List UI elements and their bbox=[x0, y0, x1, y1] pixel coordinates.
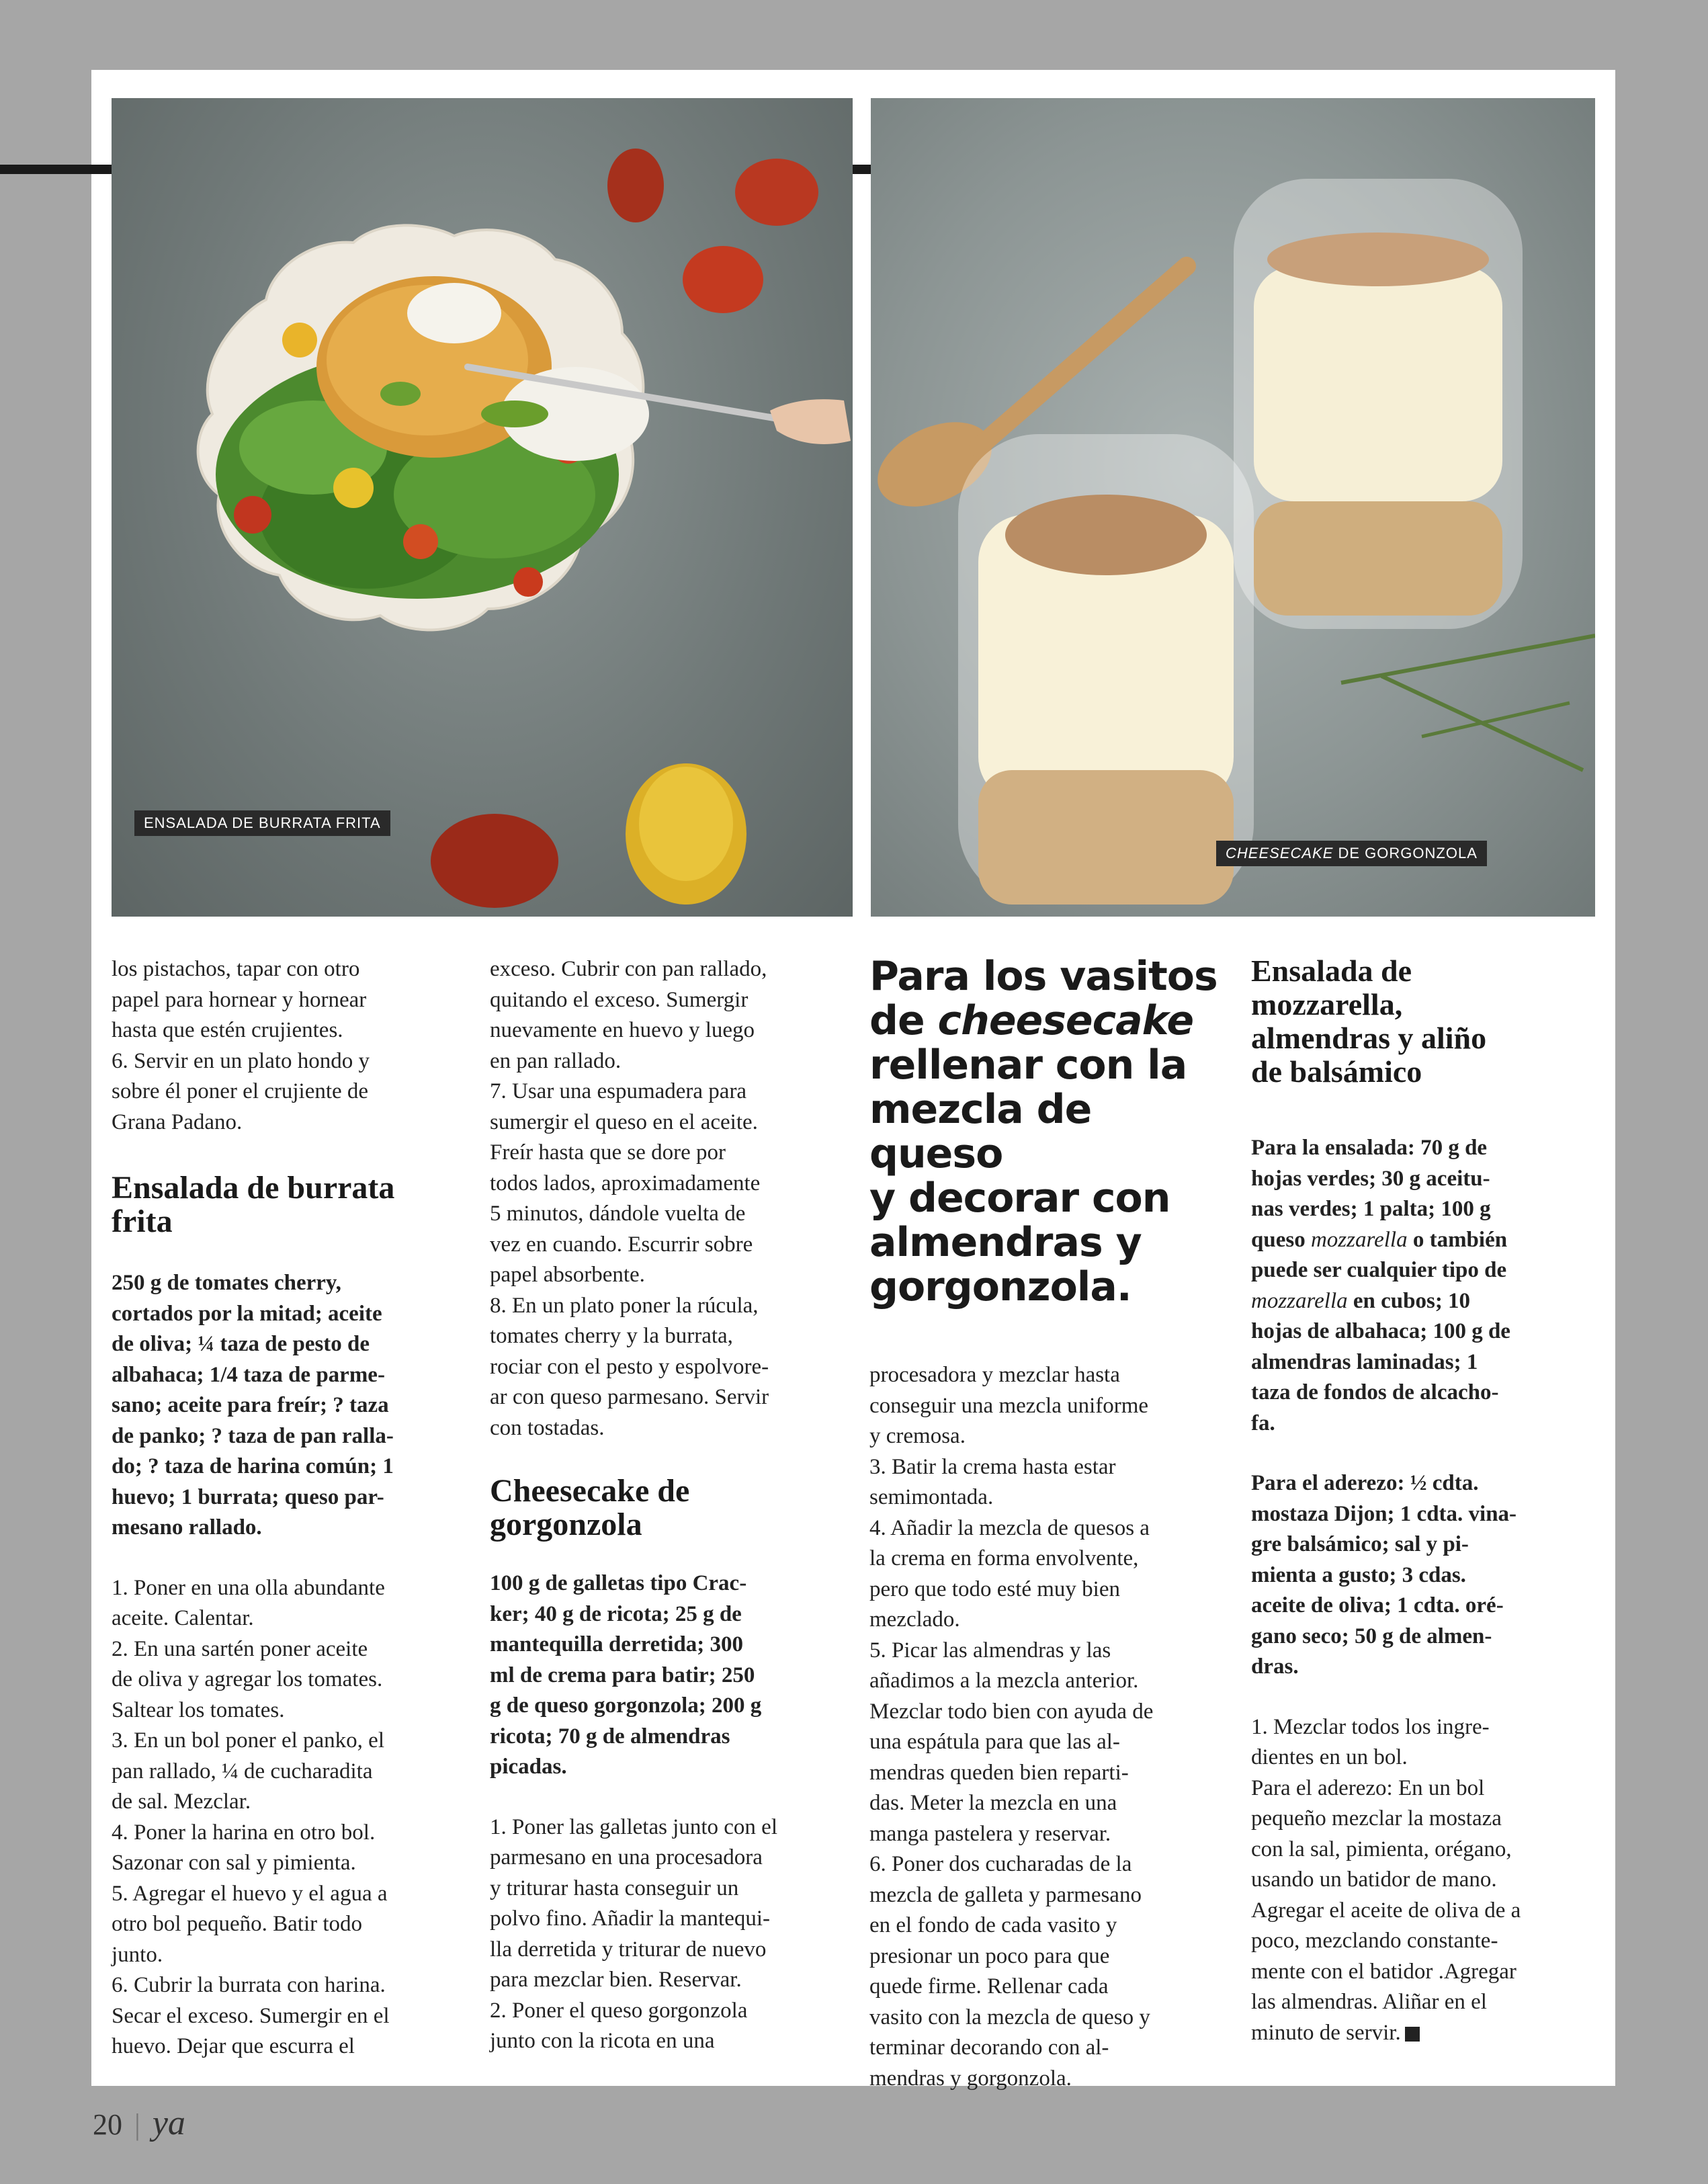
text-line: hasta que estén crujientes. bbox=[112, 1018, 343, 1042]
text-line: ker; 40 g de ricota; 25 g de bbox=[490, 1601, 742, 1626]
text-line: 6. Servir en un plato hondo y bbox=[112, 1048, 370, 1073]
text-line: pan rallado, ¼ de cucharadita bbox=[112, 1759, 373, 1783]
text-line: Para el aderezo: ½ cdta. bbox=[1251, 1471, 1479, 1495]
steps-cheesecake-continued bbox=[869, 1360, 1232, 2094]
text-line: 1. Poner las galletas junto con el bbox=[490, 1814, 777, 1839]
text-line: exceso. Cubrir con pan rallado, bbox=[490, 957, 767, 981]
text-line: de oliva; ¼ taza de pesto de bbox=[112, 1332, 370, 1356]
col1-intro bbox=[112, 954, 461, 1138]
text-line: 3. Batir la crema hasta estar bbox=[869, 1454, 1116, 1479]
text-line: mienta a gusto; 3 cdas. bbox=[1251, 1562, 1466, 1587]
text-line: quitando el exceso. Sumergir bbox=[490, 987, 749, 1012]
text-line bbox=[1251, 1225, 1600, 1256]
pull-quote-line: almendras y bbox=[869, 1219, 1142, 1266]
heading-line: Ensalada de bbox=[1251, 954, 1412, 988]
text-line: 1. Poner en una olla abundante bbox=[112, 1575, 385, 1600]
heading-line: Cheesecake de bbox=[490, 1473, 690, 1509]
text-line: dientes en un bol. bbox=[1251, 1745, 1408, 1769]
text-line: 4. Añadir la mezcla de quesos a bbox=[869, 1515, 1150, 1540]
text-line: albahaca; 1/4 taza de parme- bbox=[112, 1362, 385, 1387]
text-line: con la sal, pimienta, orégano, bbox=[1251, 1837, 1512, 1861]
text-line: 1. Mezclar todos los ingre- bbox=[1251, 1714, 1490, 1739]
text-line: aceite de oliva; 1 cdta. oré- bbox=[1251, 1593, 1504, 1618]
text-line: almendras laminadas; 1 bbox=[1251, 1349, 1478, 1374]
text-line: gre balsámico; sal y pi- bbox=[1251, 1532, 1469, 1556]
text-line: la crema en forma envolvente, bbox=[869, 1546, 1139, 1570]
text-line: Freír hasta que se dore por bbox=[490, 1140, 726, 1165]
text-line: fa. bbox=[1251, 1411, 1275, 1435]
text-line: rociar con el pesto y espolvore- bbox=[490, 1354, 769, 1379]
text-line bbox=[1251, 2018, 1600, 2049]
pull-quote-line: Para los vasitos bbox=[869, 953, 1218, 1000]
caption-burrata: ENSALADA DE BURRATA FRITA bbox=[134, 810, 390, 836]
text-line: polvo fino. Añadir la mantequi- bbox=[490, 1906, 770, 1931]
text-line bbox=[1251, 1286, 1600, 1317]
end-of-article-mark bbox=[1405, 2027, 1420, 2042]
text-line: quede firme. Rellenar cada bbox=[869, 1974, 1109, 1999]
pull-quote-line: mezcla de queso bbox=[869, 1086, 1092, 1177]
text-line: Para el aderezo: En un bol bbox=[1251, 1775, 1485, 1800]
pull-quote-line: y decorar con bbox=[869, 1175, 1170, 1222]
steps-burrata bbox=[112, 1573, 461, 2062]
text-line: sumergir el queso en el aceite. bbox=[490, 1109, 758, 1134]
caption-cheesecake-italic: CHEESECAKE bbox=[1226, 845, 1334, 862]
text-line: Para la ensalada: 70 g de bbox=[1251, 1136, 1488, 1160]
text-line: das. Meter la mezcla en una bbox=[869, 1791, 1117, 1815]
pull-quote-line: rellenar con la bbox=[869, 1042, 1187, 1089]
text-line: junto con la ricota en una bbox=[490, 2029, 715, 2053]
text-line: gano seco; 50 g de almen- bbox=[1251, 1624, 1492, 1648]
text-line: tomates cherry y la burrata, bbox=[490, 1324, 733, 1348]
text-line: lla derretida y triturar de nuevo bbox=[490, 1937, 767, 1962]
text-line: presionar un poco para que bbox=[869, 1943, 1110, 1968]
heading-line: almendras y aliño bbox=[1251, 1021, 1487, 1055]
text-line: vasito con la mezcla de queso y bbox=[869, 2005, 1150, 2029]
burrata-salad-illustration bbox=[112, 98, 853, 917]
footer-separator: | bbox=[134, 2108, 140, 2141]
text-line: en el fondo de cada vasito y bbox=[869, 1913, 1117, 1937]
text-line: una espátula para que las al- bbox=[869, 1730, 1120, 1754]
text-line: 6. Cubrir la burrata con harina. bbox=[112, 1973, 386, 1997]
column-2 bbox=[490, 954, 853, 2057]
text-line: Secar el exceso. Sumergir en el bbox=[112, 2003, 390, 2028]
text-line: de sal. Mezclar. bbox=[112, 1790, 251, 1814]
text-line: papel para hornear y hornear bbox=[112, 987, 367, 1012]
page-footer bbox=[93, 2103, 185, 2143]
ingredients-burrata bbox=[112, 1268, 461, 1544]
text-line: ar con queso parmesano. Servir bbox=[490, 1385, 769, 1409]
col2-intro bbox=[490, 954, 853, 1443]
text-run: en cubos; 10 bbox=[1347, 1288, 1471, 1313]
text-line: 4. Poner la harina en otro bol. bbox=[112, 1820, 376, 1845]
text-line: 5 minutos, dándole vuelta de bbox=[490, 1202, 746, 1226]
text-line: cortados por la mitad; aceite bbox=[112, 1301, 382, 1326]
text-line: en pan rallado. bbox=[490, 1048, 622, 1073]
middle-rule bbox=[853, 165, 871, 174]
text-line: huevo; 1 burrata; queso par- bbox=[112, 1484, 384, 1509]
text-line: dras. bbox=[1251, 1654, 1299, 1679]
text-line: otro bol pequeño. Batir todo bbox=[112, 1912, 363, 1936]
text-line: nuevamente en huevo y luego bbox=[490, 1018, 755, 1042]
text-line: ml de crema para batir; 250 bbox=[490, 1663, 755, 1687]
text-line: mendras y gorgonzola. bbox=[869, 2066, 1072, 2091]
text-line: 3. En un bol poner el panko, el bbox=[112, 1728, 384, 1753]
text-line: Grana Padano. bbox=[112, 1109, 243, 1134]
text-line: todos lados, aproximadamente bbox=[490, 1171, 761, 1195]
pull-quote-line bbox=[869, 999, 1232, 1043]
text-line: 5. Picar las almendras y las bbox=[869, 1638, 1111, 1663]
text-line: taza de fondos de alcacho- bbox=[1251, 1380, 1499, 1404]
text-line: usando un batidor de mano. bbox=[1251, 1867, 1497, 1892]
text-line: 100 g de galletas tipo Crac- bbox=[490, 1571, 747, 1595]
text-line: y cremosa. bbox=[869, 1424, 966, 1448]
photo-cheesecake-jars bbox=[871, 98, 1595, 917]
column-1 bbox=[112, 954, 461, 2062]
pull-quote bbox=[869, 954, 1232, 1309]
text-line: manga pastelera y reservar. bbox=[869, 1821, 1111, 1846]
heading-line: Ensalada de burrata bbox=[112, 1170, 395, 1206]
text-line: pequeño mezclar la mostaza bbox=[1251, 1806, 1502, 1831]
text-line: huevo. Dejar que escurra el bbox=[112, 2034, 355, 2058]
text-line: nas verdes; 1 palta; 100 g bbox=[1251, 1197, 1491, 1221]
text-line: pero que todo esté muy bien bbox=[869, 1577, 1120, 1601]
caption-cheesecake-rest: DE GORGONZOLA bbox=[1333, 845, 1478, 862]
heading-line: mozzarella, bbox=[1251, 987, 1403, 1021]
text-line: mantequilla derretida; 300 bbox=[490, 1632, 744, 1656]
text-run: o también bbox=[1407, 1227, 1508, 1252]
column-4 bbox=[1251, 954, 1600, 2048]
text-line: con tostadas. bbox=[490, 1415, 605, 1440]
text-line: semimontada. bbox=[869, 1485, 994, 1509]
text-line: procesadora y mezclar hasta bbox=[869, 1363, 1120, 1387]
magazine-logo: ya bbox=[152, 2104, 185, 2142]
text-line: junto. bbox=[112, 1942, 163, 1967]
ingredients-dressing bbox=[1251, 1468, 1600, 1683]
text-line: Saltear los tomates. bbox=[112, 1697, 285, 1722]
text-line: de panko; ? taza de pan ralla- bbox=[112, 1423, 394, 1448]
text-line: sano; aceite para freír; ? taza bbox=[112, 1393, 389, 1417]
text-line: Agregar el aceite de oliva de a bbox=[1251, 1898, 1521, 1923]
column-3 bbox=[869, 954, 1232, 2094]
text-line: 7. Usar una espumadera para bbox=[490, 1079, 747, 1103]
text-italic: mozzarella bbox=[1251, 1288, 1348, 1313]
text-line: los pistachos, tapar con otro bbox=[112, 957, 360, 981]
text-run: minuto de servir. bbox=[1251, 2020, 1401, 2045]
text-line: 8. En un plato poner la rúcula, bbox=[490, 1293, 759, 1318]
text-line: 2. Poner el queso gorgonzola bbox=[490, 1998, 748, 2023]
text-line: Mezclar todo bien con ayuda de bbox=[869, 1699, 1154, 1724]
text-line: ricota; 70 g de almendras bbox=[490, 1724, 730, 1749]
text-line: vez en cuando. Escurrir sobre bbox=[490, 1232, 753, 1257]
text-line: añadimos a la mezcla anterior. bbox=[869, 1669, 1139, 1693]
text-line: puede ser cualquier tipo de bbox=[1251, 1258, 1507, 1282]
heading-line: de balsámico bbox=[1251, 1054, 1422, 1089]
text-line: picadas. bbox=[490, 1755, 567, 1779]
text-line: g de queso gorgonzola; 200 g bbox=[490, 1693, 762, 1718]
cheesecake-illustration bbox=[871, 98, 1595, 917]
heading-mozzarella bbox=[1251, 954, 1600, 1089]
pull-quote-text: de bbox=[869, 997, 938, 1044]
left-rule bbox=[0, 165, 112, 174]
text-line: sobre él poner el crujiente de bbox=[112, 1079, 369, 1103]
ingredients-salad bbox=[1251, 1133, 1600, 1439]
text-line: para mezclar bien. Reservar. bbox=[490, 1968, 742, 1992]
text-line: las almendras. Aliñar en el bbox=[1251, 1990, 1487, 2014]
text-run: queso bbox=[1251, 1227, 1311, 1252]
text-line: 250 g de tomates cherry, bbox=[112, 1271, 341, 1295]
steps-cheesecake-start bbox=[490, 1812, 853, 2057]
steps-mozzarella bbox=[1251, 1712, 1600, 2049]
text-line: 5. Agregar el huevo y el agua a bbox=[112, 1881, 388, 1906]
text-line: mendras queden bien reparti- bbox=[869, 1760, 1129, 1785]
text-line: conseguir una mezcla uniforme bbox=[869, 1393, 1149, 1418]
heading-burrata bbox=[112, 1171, 461, 1238]
photo-burrata-salad bbox=[112, 98, 853, 917]
text-line: parmesano en una procesadora bbox=[490, 1845, 763, 1870]
pull-quote-line: gorgonzola. bbox=[869, 1263, 1131, 1310]
page-number: 20 bbox=[93, 2108, 122, 2141]
text-italic: mozzarella bbox=[1310, 1227, 1408, 1252]
text-line: hojas de albahaca; 100 g de bbox=[1251, 1319, 1510, 1343]
pull-quote-italic: cheesecake bbox=[937, 997, 1194, 1044]
text-line: poco, mezclando constante- bbox=[1251, 1929, 1498, 1953]
text-line: mezcla de galleta y parmesano bbox=[869, 1882, 1142, 1907]
heading-cheesecake bbox=[490, 1474, 853, 1542]
heading-line: frita bbox=[112, 1204, 173, 1239]
text-line: 6. Poner dos cucharadas de la bbox=[869, 1852, 1132, 1876]
text-line: mente con el batidor .Agregar bbox=[1251, 1959, 1517, 1984]
text-line: do; ? taza de harina común; 1 bbox=[112, 1454, 394, 1478]
text-line: terminar decorando con al- bbox=[869, 2035, 1109, 2060]
ingredients-cheesecake bbox=[490, 1568, 853, 1783]
text-line: Sazonar con sal y pimienta. bbox=[112, 1851, 356, 1875]
text-line: mesano rallado. bbox=[112, 1515, 262, 1540]
text-line: 2. En una sartén poner aceite bbox=[112, 1636, 368, 1661]
text-line: de oliva y agregar los tomates. bbox=[112, 1667, 383, 1691]
text-line: mostaza Dijon; 1 cdta. vina- bbox=[1251, 1501, 1517, 1526]
text-line: hojas verdes; 30 g aceitu- bbox=[1251, 1166, 1490, 1191]
text-line: mezclado. bbox=[869, 1607, 960, 1632]
caption-cheesecake bbox=[1216, 841, 1487, 866]
text-line: aceite. Calentar. bbox=[112, 1606, 254, 1630]
heading-line: gorgonzola bbox=[490, 1507, 642, 1542]
text-line: y triturar hasta conseguir un bbox=[490, 1876, 739, 1900]
text-line: papel absorbente. bbox=[490, 1263, 645, 1287]
